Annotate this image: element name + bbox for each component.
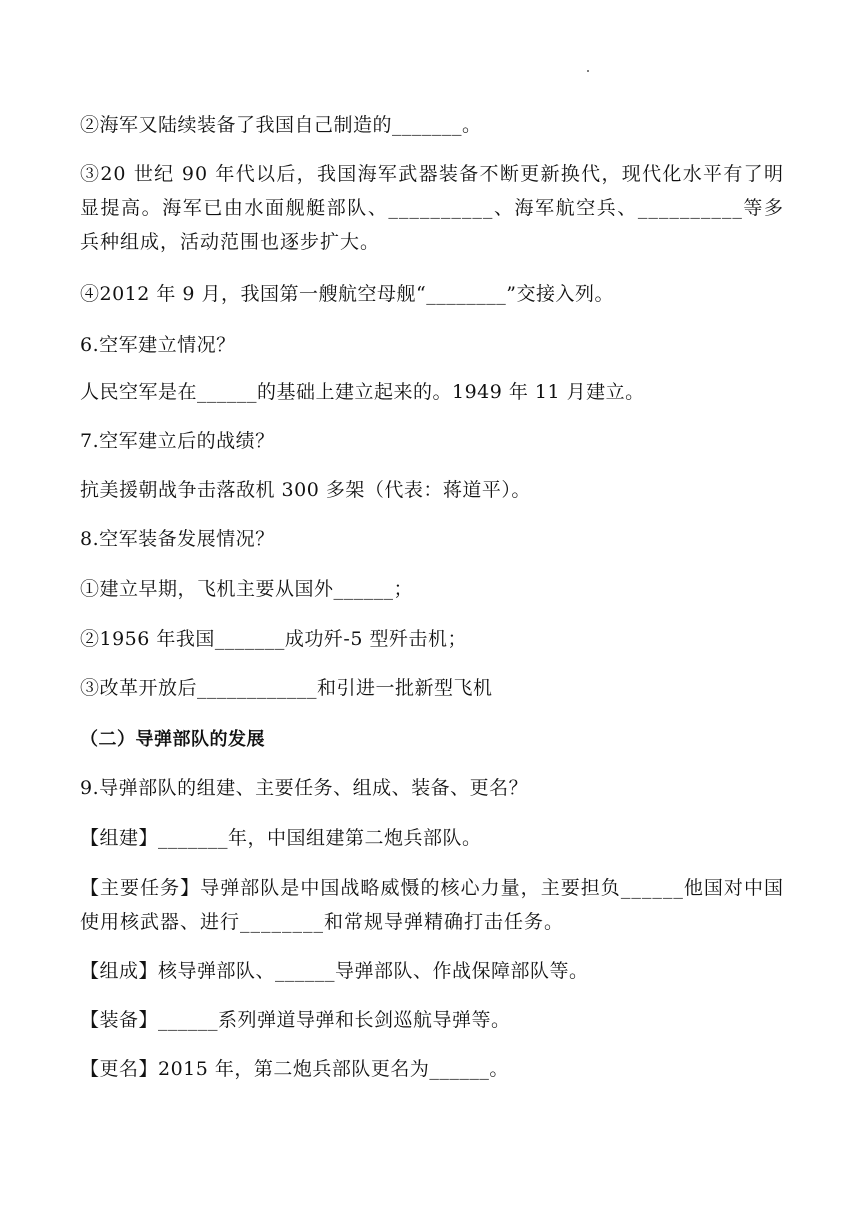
aircraft-carrier-line: ④2012 年 9 月，我国第一艘航空母舰“________”交接入列。 xyxy=(80,283,614,305)
formation-line: 【组建】_______年，中国组建第二炮兵部队。 xyxy=(80,827,482,849)
air-force-record-line: 抗美援朝战争击落敌机 300 多架（代表：蒋道平）。 xyxy=(80,479,531,501)
question-8-heading: 8.空军装备发展情况？ xyxy=(80,528,275,550)
section-heading-missile-forces: （二）导弹部队的发展 xyxy=(80,729,265,750)
navy-modernization-paragraph: ③20 世纪 90 年代以后，我国海军武器装备不断更新换代，现代化水平有了明显提高。海军已由水面舰艇部队、__________、海军航空兵、__________等多兵种组成，活动范围也逐步扩大。 xyxy=(80,163,784,253)
header-dot xyxy=(587,70,589,72)
question-9-heading: 9.导弹部队的组建、主要任务、组成、装备、更名？ xyxy=(80,777,529,799)
main-tasks-paragraph: 【主要任务】导弹部队是中国战略威慑的核心力量，主要担负______他国对中国使用核武器、进行________和常规导弹精确打击任务。 xyxy=(80,877,784,933)
air-equipment-item-3: ③改革开放后____________和引进一批新型飞机 xyxy=(80,677,493,699)
navy-equipment-line: ②海军又陆续装备了我国自己制造的_______。 xyxy=(80,114,482,136)
equipment-line: 【装备】______系列弹道导弹和长剑巡航导弹等。 xyxy=(80,1009,511,1031)
air-equipment-item-1: ①建立早期，飞机主要从国外______； xyxy=(80,578,414,600)
air-equipment-item-2: ②1956 年我国_______成功歼-5 型歼击机； xyxy=(80,628,467,650)
composition-line: 【组成】核导弹部队、______导弹部队、作战保障部队等。 xyxy=(80,960,589,982)
question-7-heading: 7.空军建立后的战绩？ xyxy=(80,430,275,452)
question-6-heading: 6.空军建立情况？ xyxy=(80,334,236,356)
rename-line: 【更名】2015 年，第二炮兵部队更名为______。 xyxy=(80,1058,509,1080)
air-force-founding-line: 人民空军是在______的基础上建立起来的。1949 年 11 月建立。 xyxy=(80,381,645,403)
